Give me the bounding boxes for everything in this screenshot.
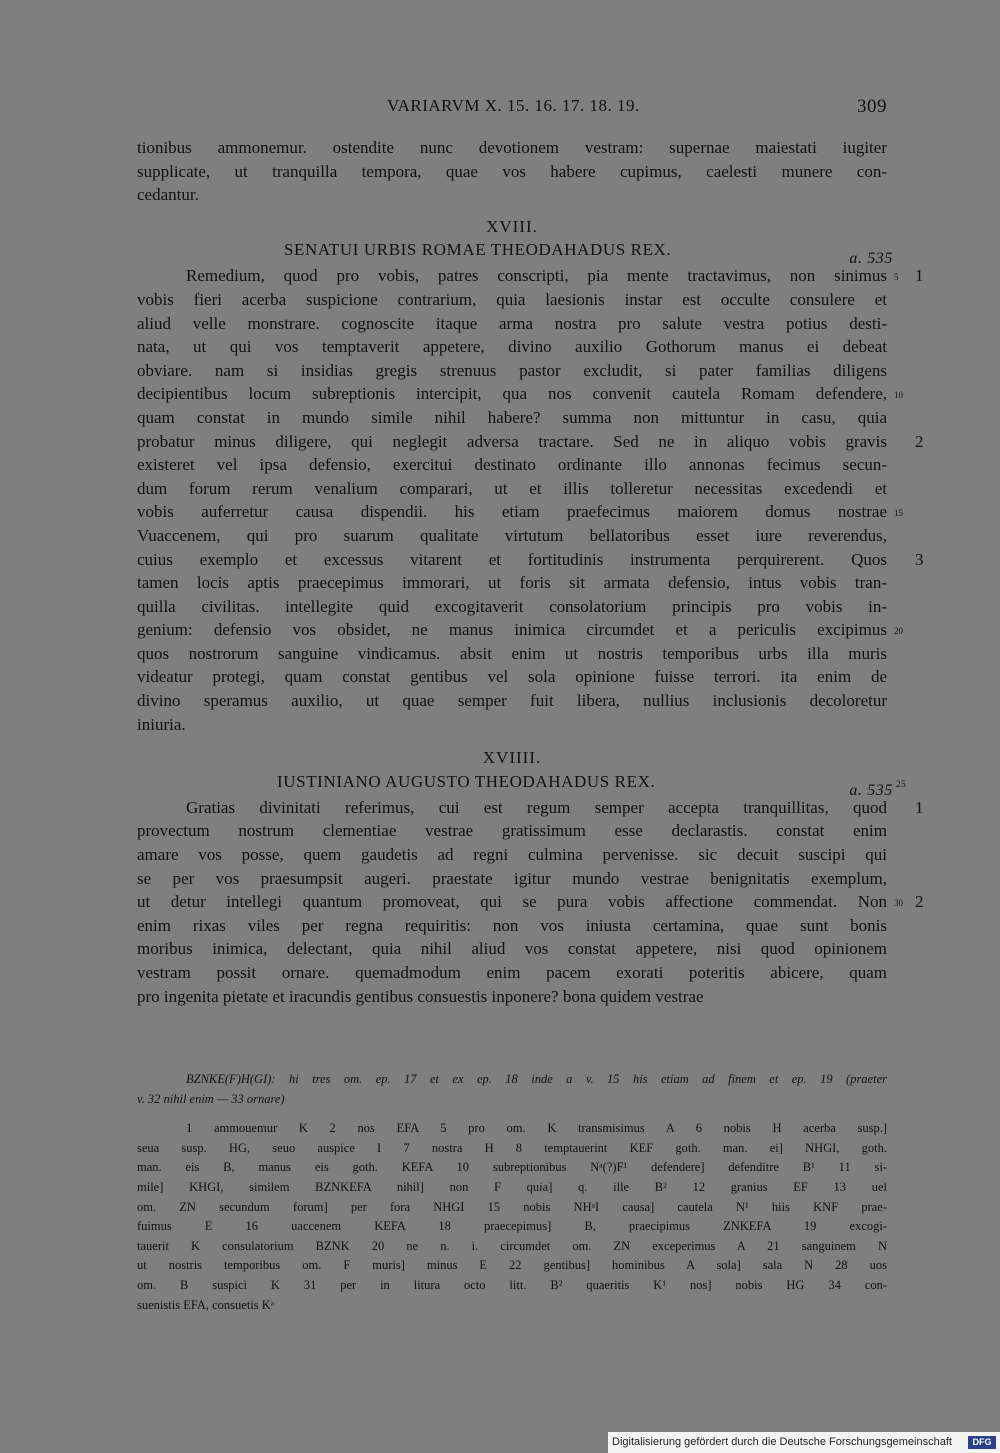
digitization-footer: [608, 1432, 1000, 1453]
section-18-date: a. 535: [849, 250, 893, 268]
line-text: tionibus ammonemur. ostendite nunc devotionem vestram: supernae maiestati iugiter: [137, 138, 887, 157]
footer-text: Digitalisierung gefördert durch die Deutsche Forschungsgemeinschaft: [612, 1436, 952, 1448]
note-line: om. B suspici K 31 per in litura octo litt. B² quaeritis K¹ nos] nobis HG 34 con-: [137, 1277, 887, 1292]
line-text: supplicate, ut tranquilla tempora, quae vos habere cupimus, caelesti munere con-: [137, 161, 887, 181]
section-18-heading: [137, 238, 893, 268]
text-line: [137, 867, 887, 891]
text-line: [137, 796, 924, 820]
note-line: ut nostris temporibus om. F muris] minus E 22 gentibus] hominibus A sola] sala N 28 uos: [137, 1258, 887, 1273]
text-line: [137, 985, 887, 1009]
line-text: obviare. nam si insidias gregis strenuus pastor excludit, si pater familias diligens: [137, 360, 887, 380]
dfg-logo: DFG: [968, 1436, 996, 1449]
page-number: 309: [857, 96, 887, 117]
paragraph-number: 1: [915, 797, 924, 817]
note-line: seua susp. HG, seuo auspice I 7 nostra H 8 temptauerint KEF goth. man. ei] NHGI, goth.: [137, 1140, 887, 1155]
section-19-heading: [137, 770, 907, 799]
text-line: [137, 548, 924, 572]
note-line: BZNKE(F)H(GI): hi tres om. ep. 17 et ex ep. 18 inde a v. 15 his etiam ad finem et ep. 19 (praeter: [186, 1072, 887, 1086]
text-line: [137, 406, 887, 430]
line-number: 5: [894, 272, 899, 283]
line-text: aliud velle monstrare. cognoscite itaque arma nostra pro salute vestra potius desti-: [137, 313, 887, 333]
line-number: 30: [894, 898, 903, 909]
line-text: quilla civilitas. intellegite quid excogitaverit consolatorium principis pro vobis in-: [137, 596, 887, 616]
line-text: cuius exemplo et excessus vitarent et fortitudinis instrumenta perquirerent. Quos: [137, 549, 887, 569]
text-line: [137, 430, 924, 454]
section-19-body: [137, 796, 924, 1008]
line-text: provectum nostrum clementiae vestrae gratissimum esse declarastis. constat enim: [137, 821, 887, 841]
line-number: 10: [894, 390, 903, 401]
line-text: videatur protegi, quam constat gentibus vel sola opinione fuisse terrori. ita enim de: [137, 667, 887, 687]
text-line: [137, 618, 903, 642]
section-18-number: XVIII.: [486, 216, 538, 236]
note-line: v. 32 nihil enim — 33 ornare): [137, 1091, 285, 1106]
section-19-title-line-number: 25: [896, 778, 907, 789]
section-19-date: a. 535: [849, 781, 893, 799]
apparatus-notes: [137, 1119, 887, 1315]
sources-note: [137, 1070, 887, 1109]
text-line: [137, 937, 887, 961]
text-line: [137, 571, 887, 595]
text-line: [137, 136, 887, 160]
text-line: [137, 524, 887, 548]
note-line: 1 ammouemur K 2 nos EFA 5 pro om. K transmisimus A 6 nobis H acerba susp.]: [186, 1121, 887, 1136]
text-line: [137, 160, 887, 184]
line-text: existeret vel ipsa defensio, exercitui destinato ordinante illo annonas fecimus secun-: [137, 455, 887, 475]
line-text: cedantur.: [137, 185, 199, 205]
line-text: genium: defensio vos obsidet, ne manus inimica circumdet et a periculis excipimus: [137, 620, 887, 640]
line-text: Vuaccenem, qui pro suarum qualitate virtutum bellatoribus esset iure reverendus,: [137, 525, 887, 545]
section-19-number: XVIIII.: [482, 748, 542, 768]
text-line: [137, 500, 903, 524]
line-text: nata, ut qui vos temptaverit appetere, divino auxilio Gothorum manus ei debeat: [137, 337, 887, 357]
line-number: 20: [894, 626, 903, 637]
section-18-title: SENATUI URBIS ROMAE THEODAHADUS REX.: [284, 240, 672, 260]
line-text: vestram possit ornare. quemadmodum enim pacem exorati poteritis abicere, quam: [137, 963, 887, 982]
text-line: [137, 312, 887, 336]
line-text: tamen locis aptis praecepimus immorari, ut foris sit armata defensio, intus vobis tran-: [137, 573, 887, 593]
text-line: [137, 914, 887, 938]
text-line: [137, 642, 887, 666]
text-line: [137, 665, 887, 689]
note-line: tauerit K consulatorium BZNK 20 ne n. i. circumdet om. ZN exceperimus A 21 sanguinem N: [137, 1238, 887, 1253]
text-line: [137, 890, 924, 914]
line-text: vobis fieri acerba suspicione contrarium, quia laesionis instar est occulte consulere et: [137, 289, 887, 309]
line-text: amare vos posse, quem gaudetis ad regni culmina pervenisse. sic decuit suscipi qui: [137, 845, 887, 865]
line-text: dum forum rerum venalium comparari, ut et illis tolleretur necessitas excedendi et: [137, 478, 887, 498]
line-text: Gratias divinitati referimus, cui est regum semper accepta tranquillitas, quod: [186, 797, 887, 817]
section-19-title: IUSTINIANO AUGUSTO THEODAHADUS REX.: [277, 771, 656, 791]
text-line: [137, 477, 887, 501]
critical-apparatus: [137, 1070, 887, 1315]
line-text: quos nostrorum sanguine vindicamus. absit enim ut nostris temporibus urbs illa muris: [137, 643, 887, 663]
line-text: probatur minus diligere, qui neglegit adversa tractare. Sed ne in aliquo vobis gravis: [137, 431, 887, 451]
line-number: 15: [894, 508, 903, 519]
text-line: [137, 288, 887, 312]
text-line: [137, 689, 887, 713]
paragraph-number: 1: [915, 266, 924, 286]
line-text: quam constat in mundo simile nihil habere? summa non mittuntur in casu, quia: [137, 407, 887, 427]
note-line: om. ZN secundum forum] per fora NHGI 15 nobis NHᵃI causa] cautela N¹ hiis KNF prae-: [137, 1199, 887, 1214]
line-text: Remedium, quod pro vobis, patres conscripti, pia mente tractavimus, non sinimus: [186, 266, 887, 286]
note-line: fuimus E 16 uaccenem KEFA 18 praecepimus] B, praecipimus ZNKEFA 19 excogi-: [137, 1219, 887, 1234]
text-line: [137, 453, 887, 477]
text-line: [137, 183, 887, 207]
text-line: [137, 843, 887, 867]
note-line: mile] KHGI, similem BZNKEFA nihil] non F quia] q. ille B² 12 granius EF 13 uel: [137, 1179, 887, 1194]
line-text: pro ingenita pietate et iracundis gentibus consuestis inponere? bona quidem vestrae: [137, 986, 704, 1006]
text-line: [137, 713, 887, 737]
line-text: vobis auferretur causa dispendii. his etiam praefecimus maiorem domus nostrae: [137, 502, 887, 522]
text-line: [137, 335, 887, 359]
text-line: [137, 382, 903, 406]
text-line: [137, 819, 887, 843]
line-text: moribus inimica, delectant, quia nihil aliud vos constat appetere, nisi quod opinionem: [137, 939, 887, 959]
section-18-body: [137, 264, 924, 736]
paragraph-number: 2: [915, 892, 924, 912]
line-text: iniuria.: [137, 714, 186, 734]
text-line: [137, 264, 924, 288]
paragraph-number: 2: [915, 431, 924, 451]
intro-paragraph: [137, 136, 887, 207]
note-line: suenistis EFA, consuetis Kᵃ: [137, 1297, 275, 1312]
running-title: VARIARVM X. 15. 16. 17. 18. 19.: [387, 96, 640, 115]
text-line: [137, 595, 887, 619]
line-text: se per vos praesumpsit augeri. praestate igitur mundo vestrae benignitatis exemplum,: [137, 868, 887, 888]
line-text: ut detur intellegi quantum promoveat, qui se pura vobis affectione commendat. Non: [137, 892, 887, 912]
paragraph-number: 3: [915, 549, 924, 569]
page-header: [137, 96, 887, 120]
line-text: enim rixas viles per regna requiritis: non vos iniusta certamina, quae sunt bonis: [137, 915, 887, 935]
line-text: divino speramus auxilio, ut quae semper fuit libera, nullius inclusionis decoloretur: [137, 691, 887, 711]
line-text: decipientibus locum subreptionis intercipit, qua nos convenit cautela Romam defendere,: [137, 384, 887, 404]
main-text: [137, 136, 924, 1008]
text-line: [137, 359, 887, 383]
text-line: [137, 961, 887, 985]
note-line: man. eis B, manus eis goth. KEFA 10 subreptionibus Nᵃ(?)F¹ defendere] defenditre B¹ 11 si-: [137, 1160, 887, 1175]
